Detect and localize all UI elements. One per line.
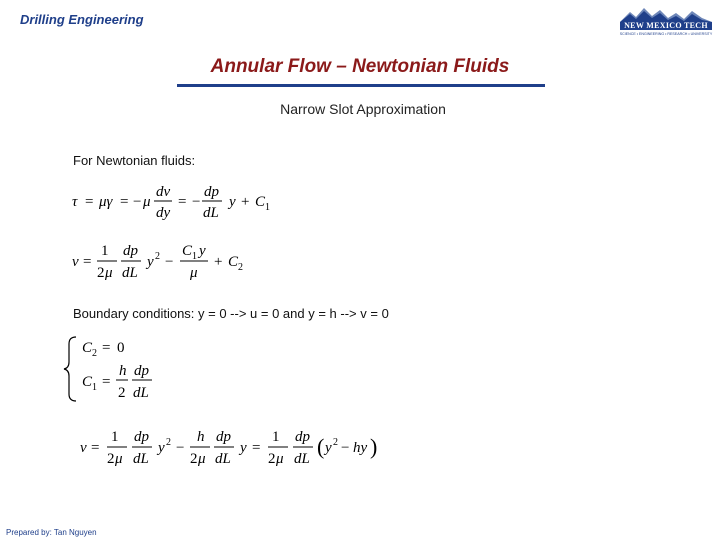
slide-title: Annular Flow – Newtonian Fluids: [210, 56, 510, 77]
svg-text:y: y: [147, 254, 154, 270]
svg-text:μ: μ: [198, 451, 206, 467]
svg-text:dp: dp: [295, 429, 310, 445]
svg-text:y: y: [199, 243, 206, 259]
boundary-conditions: Boundary conditions: y = 0 --> u = 0 and y = h --> v = 0: [73, 306, 389, 321]
svg-text:=: =: [252, 440, 261, 456]
svg-text:2: 2: [333, 437, 338, 448]
svg-text:(: (: [317, 434, 325, 459]
logo-tagline: SCIENCE • ENGINEERING • RESEARCH • UNIVERSITY: [619, 32, 713, 36]
svg-text:dL: dL: [122, 265, 138, 281]
logo-wordmark: NEW MEXICO TECH: [624, 21, 708, 30]
svg-text:1: 1: [101, 243, 109, 259]
svg-text:y: y: [325, 440, 332, 456]
svg-text:2: 2: [190, 451, 198, 467]
svg-text:v: v: [80, 440, 87, 456]
svg-text:dL: dL: [133, 385, 149, 401]
svg-text:2: 2: [118, 385, 126, 401]
svg-text:1: 1: [92, 382, 97, 393]
svg-text:dp: dp: [216, 429, 231, 445]
svg-text:dp: dp: [123, 243, 138, 259]
svg-text:−: −: [341, 440, 350, 456]
course-header: Drilling Engineering: [20, 12, 144, 27]
svg-text:μ: μ: [115, 451, 123, 467]
svg-text:2: 2: [97, 265, 105, 281]
svg-text:+: +: [241, 194, 250, 210]
title-underline: [177, 84, 545, 87]
svg-text:−: −: [133, 194, 142, 210]
svg-text:dp: dp: [204, 184, 219, 200]
svg-text:2: 2: [268, 451, 276, 467]
svg-text:hy: hy: [353, 440, 368, 456]
svg-text:h: h: [197, 429, 205, 445]
final-velocity-equation: [80, 424, 400, 475]
svg-text:=: =: [102, 340, 111, 356]
svg-text:μ: μ: [105, 265, 113, 281]
svg-text:1: 1: [265, 202, 270, 213]
svg-text:y: y: [229, 194, 236, 210]
svg-text:C: C: [82, 340, 93, 356]
svg-text:1: 1: [272, 429, 280, 445]
svg-text:−: −: [165, 254, 174, 270]
svg-text:2: 2: [107, 451, 115, 467]
constants-system: [62, 334, 172, 411]
velocity-equation: [72, 238, 272, 289]
svg-text:=: =: [178, 194, 187, 210]
svg-text:−: −: [176, 440, 185, 456]
nmt-logo: [616, 4, 716, 40]
svg-text:1: 1: [111, 429, 119, 445]
svg-text:μ: μ: [143, 194, 151, 210]
svg-text:2: 2: [166, 437, 171, 448]
svg-text:=: =: [85, 194, 94, 210]
svg-text:C: C: [228, 254, 239, 270]
svg-text:−: −: [192, 194, 201, 210]
svg-text:0: 0: [117, 340, 125, 356]
svg-text:dp: dp: [134, 363, 149, 379]
svg-text:dL: dL: [294, 451, 310, 467]
svg-text:v: v: [72, 254, 79, 270]
svg-text:C: C: [182, 243, 193, 259]
svg-text:C: C: [82, 374, 93, 390]
svg-text:τ: τ: [72, 194, 78, 210]
svg-text:1: 1: [192, 251, 197, 262]
svg-text:=: =: [102, 374, 111, 390]
slide-subtitle: Narrow Slot Approximation: [280, 101, 446, 117]
svg-text:=: =: [120, 194, 129, 210]
svg-text:=: =: [83, 254, 92, 270]
svg-text:dL: dL: [215, 451, 231, 467]
svg-text:2: 2: [238, 262, 243, 273]
svg-text:2: 2: [155, 251, 160, 262]
svg-text:2: 2: [92, 348, 97, 359]
svg-text:y: y: [240, 440, 247, 456]
svg-text:dL: dL: [133, 451, 149, 467]
svg-text:h: h: [119, 363, 127, 379]
svg-text:y: y: [158, 440, 165, 456]
intro-text: For Newtonian fluids:: [73, 153, 196, 168]
svg-text:μ: μ: [276, 451, 284, 467]
prepared-by-footer: Prepared by: Tan Nguyen: [6, 528, 97, 537]
svg-text:dp: dp: [134, 429, 149, 445]
svg-text:dy: dy: [156, 205, 171, 221]
svg-text:μγ: μγ: [99, 194, 113, 210]
svg-text:C: C: [255, 194, 266, 210]
svg-text:): ): [370, 434, 378, 459]
shear-stress-equation: [72, 181, 282, 228]
svg-text:=: =: [91, 440, 100, 456]
svg-text:dL: dL: [203, 205, 219, 221]
svg-text:μ: μ: [190, 265, 198, 281]
svg-text:dv: dv: [156, 184, 171, 200]
svg-text:+: +: [214, 254, 223, 270]
